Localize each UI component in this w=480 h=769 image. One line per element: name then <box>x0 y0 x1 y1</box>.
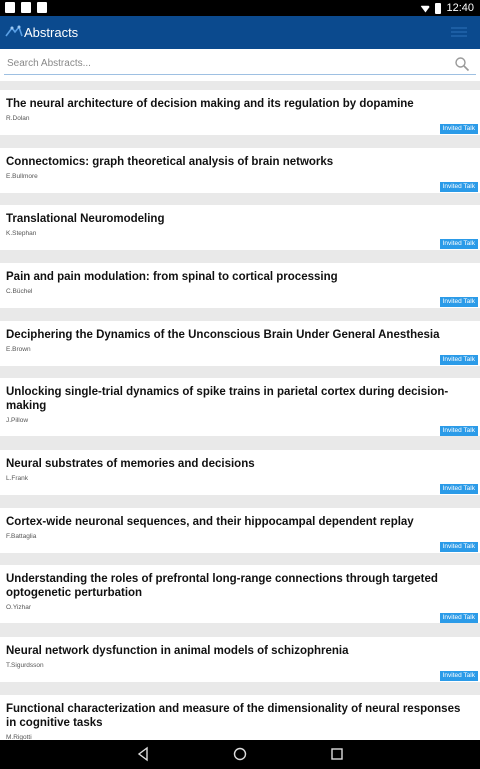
search-bar <box>0 49 480 81</box>
abstract-title: The neural architecture of decision making and its regulation by dopamine <box>6 98 414 110</box>
abstract-title: Cortex-wide neuronal sequences, and their hippocampal dependent replay <box>6 516 414 528</box>
status-badge: Invited Talk <box>440 484 478 494</box>
status-time: 12:40 <box>446 2 474 14</box>
list-item[interactable] <box>0 90 480 135</box>
status-right <box>420 1 474 15</box>
navigation-bar <box>0 740 480 769</box>
recents-icon[interactable] <box>329 746 345 762</box>
gallery-icon <box>21 2 31 13</box>
abstract-author: C.Büchel <box>6 288 33 295</box>
list-item[interactable] <box>0 148 480 193</box>
overflow-menu-icon[interactable] <box>448 24 470 40</box>
status-badge: Invited Talk <box>440 297 478 307</box>
app-bar <box>0 16 480 49</box>
list-item[interactable] <box>0 321 480 366</box>
search-icon[interactable] <box>454 56 470 72</box>
abstract-author: E.Bullmore <box>6 173 38 180</box>
abstract-title: Neural network dysfunction in animal models of schizophrenia <box>6 645 349 657</box>
abstract-author: R.Dolan <box>6 115 30 122</box>
list-item[interactable] <box>0 508 480 553</box>
abstract-author: K.Stephan <box>6 230 37 237</box>
abstract-title: Functional characterization and measure of the dimensionality of neural responses in cognitive tasks <box>6 703 461 729</box>
abstract-title: Understanding the roles of prefrontal long-range connections through targeted optogenetic perturbation <box>6 573 438 599</box>
abstract-title: Deciphering the Dynamics of the Unconscious Brain Under General Anesthesia <box>6 329 440 341</box>
status-badge: Invited Talk <box>440 426 478 436</box>
back-icon[interactable] <box>135 746 151 762</box>
page-title: Abstracts <box>24 25 79 40</box>
list-item[interactable] <box>0 565 480 623</box>
abstract-author: O.Yizhar <box>6 604 32 611</box>
status-badge: Invited Talk <box>440 542 478 552</box>
abstract-title: Translational Neuromodeling <box>6 213 165 225</box>
search-input[interactable] <box>4 53 476 75</box>
abstract-author: L.Frank <box>6 475 29 482</box>
battery-icon <box>435 3 441 14</box>
list-item[interactable] <box>0 637 480 682</box>
abstract-author: J.Pillow <box>6 417 29 424</box>
sim-icon <box>5 2 15 13</box>
android-icon <box>37 2 47 13</box>
list-item[interactable] <box>0 378 480 436</box>
status-badge: Invited Talk <box>440 671 478 681</box>
status-bar <box>0 0 480 16</box>
status-badge: Invited Talk <box>440 182 478 192</box>
list-item[interactable] <box>0 263 480 308</box>
status-badge: Invited Talk <box>440 239 478 249</box>
abstract-author: T.Sigurdsson <box>6 662 44 669</box>
abstract-title: Neural substrates of memories and decisions <box>6 458 255 470</box>
wifi-icon <box>420 4 430 13</box>
abstract-title: Connectomics: graph theoretical analysis of brain networks <box>6 156 334 168</box>
status-badge: Invited Talk <box>440 124 478 134</box>
home-icon[interactable] <box>232 746 248 762</box>
abstract-title: Unlocking single-trial dynamics of spike trains in parietal cortex during decision-making <box>6 386 449 412</box>
abstract-title: Pain and pain modulation: from spinal to cortical processing <box>6 271 338 283</box>
abstract-author: F.Battaglia <box>6 533 37 540</box>
list-item[interactable] <box>0 205 480 250</box>
abstract-author: M.Rigotti <box>6 734 32 740</box>
status-badge: Invited Talk <box>440 613 478 623</box>
app-logo-icon[interactable] <box>4 24 24 40</box>
status-badge: Invited Talk <box>440 355 478 365</box>
abstract-author: E.Brown <box>6 346 31 353</box>
notification-icons <box>5 2 47 13</box>
list-item[interactable] <box>0 450 480 495</box>
abstract-list <box>0 81 480 740</box>
list-item[interactable] <box>0 695 480 740</box>
